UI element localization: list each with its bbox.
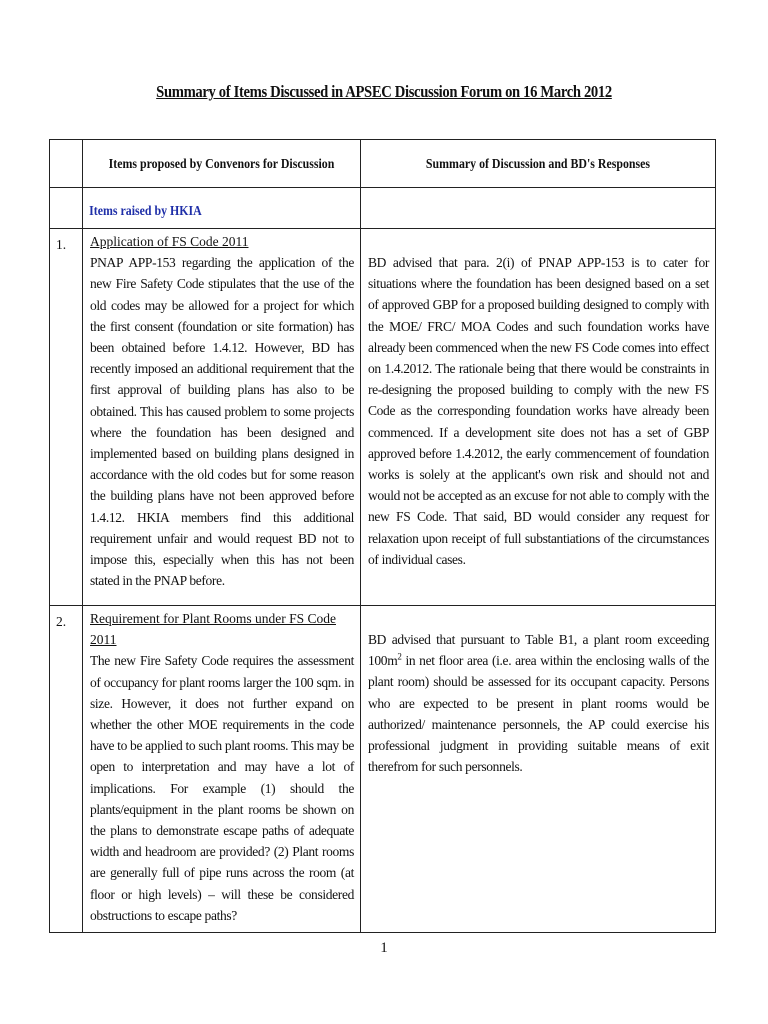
- header-response-label: Summary of Discussion and BD's Responses: [425, 156, 651, 171]
- group-label-cell: [83, 188, 361, 229]
- response-text-part2: in net floor area (i.e. area within the enclosing walls of the plant room) should be assessed for its occupant capacity. Persons who are expected to be present in plant rooms would be authorized/ maintenance personnels, the AP could exercise his professional judgment in providing suitable means of exit therefrom for such personnels.: [368, 653, 709, 775]
- page-title: Summary of Items Discussed in APSEC Discussion Forum on 16 March 2012: [156, 82, 612, 101]
- group-empty-cell: [361, 188, 716, 229]
- table-header-row: [50, 140, 716, 188]
- superscript-2: 2: [397, 651, 402, 662]
- response-text: BD advised that para. 2(i) of PNAP APP-153 is to cater for situations where the foundation has been designed based on a set of approved GBP for a proposed building designed to comply with the MOE/ FRC/ MOA Codes and such foundation works have already been commenced when the new FS Code comes into effect on 1.4.2012. The rationale being that there would be constraints in re-designing the proposed building to comply with the new FS Code as the corresponding foundation works have already been commenced. If a development site does not has a set of GBP approved before 1.4.2012, the early commencement of foundation works is solely at the applicant's own risk and should not and would not be accepted as an excuse for not able to comply with the new FS Code. That said, BD would consider any request for relaxation upon receipt of full substantiations of the circumstances of individual cases.: [368, 255, 709, 567]
- response-cell: [361, 229, 716, 606]
- proposal-text: The new Fire Safety Code requires the assessment of occupancy for plant rooms larger the 100 sqm. in size. However, it does not further expand on whether the other MOE requirements in the code have to be applied to such plant rooms. This may be open to interpretation and may have a lot of implications. For example (1) should the plants/equipment in the plant rooms be shown on the plans to demonstrate escape paths of adequate width and headroom are provided? (2) Plant rooms are generally full of pipe runs across the room (at floor or high levels) – will these be considered obstructions to escape paths?: [90, 653, 354, 923]
- response-text-part1: BD advised that pursuant to Table B1, a plant room exceeding 100m: [368, 632, 709, 669]
- item-subject: Application of FS Code 2011: [90, 234, 249, 249]
- item-subject: Requirement for Plant Rooms under FS Code 2011: [90, 611, 336, 648]
- row-number: 1.: [50, 229, 83, 606]
- table-row: [50, 229, 716, 606]
- table-row: [50, 606, 716, 933]
- discussion-table: [49, 139, 716, 933]
- header-proposal-cell: [83, 140, 361, 188]
- proposal-text: PNAP APP-153 regarding the application of the new Fire Safety Code stipulates that the use of the old codes may be allowed for a project for which the first consent (foundation or site formation) has been obtained before 1.4.12. However, BD has recently imposed an additional requirement that the first approval of building plans has also to be obtained. This has caused problem to some projects where the foundation has been designed and implemented based on building plans designed in accordance with the old codes but for some reason the building plans have not been approved before 1.4.12. HKIA members find this additional requirement unfair and would request BD not to impose this, especially when this has not been stated in the PNAP before.: [90, 255, 354, 589]
- proposal-cell: [83, 606, 361, 933]
- response-cell: [361, 606, 716, 933]
- group-row: [50, 188, 716, 229]
- group-number-cell: [50, 188, 83, 229]
- header-response-cell: [361, 140, 716, 188]
- page-number: 1: [380, 940, 388, 956]
- response-text: [368, 629, 709, 777]
- row-number: 2.: [50, 606, 83, 933]
- header-proposal-label: Items proposed by Convenors for Discussion: [108, 156, 335, 171]
- group-label: Items raised by HKIA: [89, 203, 202, 218]
- header-number-cell: [50, 140, 83, 188]
- proposal-cell: [83, 229, 361, 606]
